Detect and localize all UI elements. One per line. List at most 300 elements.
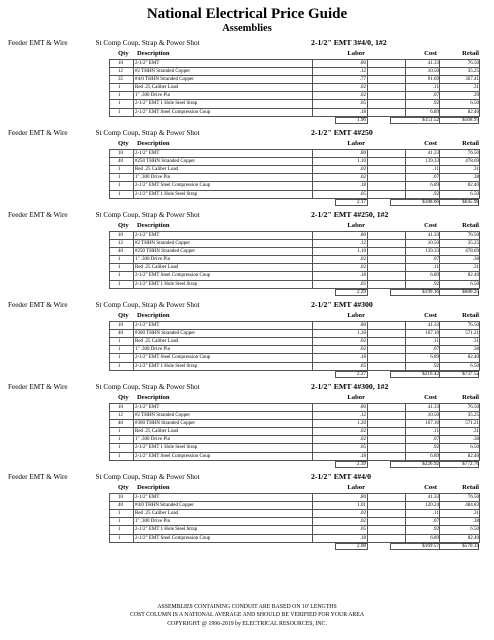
- grid-line: [109, 403, 110, 461]
- cell-cost: 41.33: [427, 151, 439, 157]
- cell-labor: .18: [359, 273, 366, 279]
- assembly-table: [109, 393, 479, 468]
- table-row: [109, 174, 479, 182]
- col-retail-header: Retail: [462, 50, 479, 57]
- cell-labor: .02: [359, 175, 366, 181]
- cell-cost: .07: [432, 257, 439, 263]
- cell-desc: Red .25 Caliber Load: [135, 265, 179, 271]
- cell-labor: .05: [359, 445, 366, 451]
- cell-labor: .18: [359, 453, 366, 459]
- cell-qty: 1: [118, 281, 121, 287]
- cell-qty: 1: [118, 339, 121, 345]
- cell-labor: .05: [359, 101, 366, 107]
- cell-qty: 1: [118, 429, 121, 435]
- cell-qty: 1: [118, 273, 121, 279]
- grid-line: [405, 59, 406, 117]
- cell-retail: .38: [472, 175, 479, 181]
- cell-cost: 41.33: [427, 323, 439, 329]
- col-retail-header: Retail: [462, 484, 479, 492]
- cell-labor: .02: [359, 93, 366, 99]
- assembly-block: [0, 471, 494, 550]
- cell-retail: 76.50: [467, 61, 479, 66]
- assembly-title: 2-1/2" EMT 4#250: [311, 128, 373, 138]
- cell-cost: 6.89: [430, 535, 439, 541]
- cell-cost: .92: [432, 281, 439, 287]
- col-retail-header: Retail: [462, 394, 479, 401]
- cell-desc: #2 THHN Stranded Copper: [135, 413, 191, 419]
- col-cost-header: Cost: [424, 140, 437, 148]
- cell-cost: 41.33: [427, 405, 439, 410]
- cell-labor: .80: [359, 323, 366, 329]
- col-retail-header: Retail: [462, 140, 479, 148]
- cell-labor: .05: [359, 191, 366, 197]
- totals-row: [109, 117, 479, 124]
- assembly-header: [0, 381, 494, 393]
- cell-desc: #4/0 THHN Stranded Copper: [135, 503, 194, 509]
- col-retail-header: Retail: [462, 222, 479, 229]
- total-cost: $216.42: [422, 370, 439, 377]
- table-row: [109, 330, 479, 338]
- cell-retail: .38: [472, 257, 479, 263]
- cell-desc: 1" .300 Drive Pin: [135, 257, 171, 263]
- table-body: [109, 493, 479, 543]
- cell-cost: .11: [432, 339, 439, 345]
- cell-labor: .05: [359, 527, 366, 533]
- col-labor-header: Labor: [347, 50, 365, 57]
- cell-retail: .38: [472, 347, 479, 353]
- col-retail-header: Retail: [462, 312, 479, 320]
- cell-cost: 41.33: [427, 61, 439, 66]
- cell-cost: .11: [432, 85, 439, 91]
- cell-labor: .02: [359, 339, 366, 345]
- cell-qty: 12: [118, 413, 123, 419]
- cell-retail: .31: [472, 265, 479, 271]
- cell-labor: .77: [359, 77, 366, 83]
- total-labor: 1.96: [356, 116, 366, 123]
- total-cost: $188.66: [422, 198, 439, 205]
- cell-cost: .92: [432, 191, 439, 197]
- grid-line: [109, 59, 110, 117]
- total-cost: $226.92: [422, 460, 439, 467]
- assembly-block: [0, 299, 494, 378]
- assembly-description: Feeder EMT & Wire St Comp Coup, Strap & Power Shot: [8, 39, 200, 47]
- cell-retail: 478.69: [465, 159, 479, 165]
- cell-cost: .07: [432, 175, 439, 181]
- cell-labor: .18: [359, 183, 366, 189]
- cell-desc: Red .25 Caliber Load: [135, 429, 179, 435]
- table-row: [109, 68, 479, 76]
- footer-line-1: ASSEMBLIES CONTAINING CONDUIT ARE BASED ON 10' LENGTHS: [157, 604, 337, 610]
- table-row: [109, 502, 479, 510]
- grid-line: [312, 231, 313, 289]
- grid-line: [109, 231, 110, 289]
- table-row: [109, 412, 479, 420]
- cell-labor: .12: [359, 241, 366, 247]
- cell-retail: 6.50: [470, 445, 479, 451]
- total-cost: $151.52: [422, 116, 439, 123]
- assembly-description: Feeder EMT & Wire St Comp Coup, Strap & Power Shot: [8, 383, 200, 391]
- cell-retail: 82.40: [467, 355, 479, 361]
- col-description-header: Description: [137, 140, 170, 148]
- table-body: [109, 403, 479, 461]
- table-row: [109, 354, 479, 362]
- cell-labor: 1.20: [357, 421, 366, 427]
- cell-qty: 1: [118, 101, 121, 107]
- table-row: [109, 526, 479, 534]
- table-row: [109, 231, 479, 240]
- cell-desc: 2-1/2" EMT Steel Compression Coup: [135, 453, 211, 459]
- cell-retail: 35.25: [467, 241, 479, 247]
- cell-cost: 6.89: [430, 183, 439, 189]
- total-retail: $737.52: [462, 370, 479, 377]
- col-cost-header: Cost: [424, 50, 437, 57]
- grid-line: [479, 59, 480, 117]
- cell-labor: .02: [359, 257, 366, 263]
- cell-desc: 1" .300 Drive Pin: [135, 175, 171, 181]
- grid-line: [405, 149, 406, 199]
- totals-row: [109, 461, 479, 468]
- cell-cost: 167.10: [425, 421, 439, 427]
- table-row: [109, 109, 479, 117]
- cell-qty: 1: [118, 257, 121, 263]
- cell-qty: 1: [118, 511, 121, 517]
- cell-qty: 1: [118, 85, 121, 91]
- cell-retail: .31: [472, 429, 479, 435]
- cell-retail: 6.50: [470, 191, 479, 197]
- table-header-row: [109, 393, 479, 403]
- grid-line: [405, 493, 406, 543]
- cell-qty: 40: [118, 159, 123, 165]
- table-row: [109, 338, 479, 346]
- cell-desc: 2-1/2" EMT: [135, 495, 160, 501]
- grid-line: [439, 403, 440, 461]
- cell-labor: 1.20: [357, 331, 366, 337]
- table-row: [109, 248, 479, 256]
- grid-line: [109, 493, 110, 543]
- total-retail: $680.25: [462, 288, 479, 295]
- cell-retail: 35.25: [467, 413, 479, 419]
- total-retail: $568.97: [462, 116, 479, 123]
- col-labor-header: Labor: [347, 394, 365, 401]
- table-header-row: [109, 311, 479, 321]
- table-row: [109, 84, 479, 92]
- col-labor-header: Labor: [347, 140, 365, 148]
- cell-cost: .07: [432, 347, 439, 353]
- cell-labor: .02: [359, 265, 366, 271]
- totals-row: [109, 199, 479, 206]
- totals-row: [109, 543, 479, 550]
- cell-retail: .31: [472, 511, 479, 517]
- cell-retail: .31: [472, 167, 479, 173]
- cell-retail: 82.40: [467, 273, 479, 279]
- table-row: [109, 272, 479, 280]
- table-header-row: [109, 49, 479, 59]
- cell-labor: 1.10: [357, 159, 366, 165]
- table-row: [109, 182, 479, 190]
- grid-line: [133, 403, 134, 461]
- table-row: [109, 264, 479, 272]
- cell-cost: .92: [432, 101, 439, 107]
- cell-labor: .18: [359, 109, 366, 115]
- cell-labor: .02: [359, 167, 366, 173]
- table-row: [109, 493, 479, 502]
- col-labor-header: Labor: [347, 222, 365, 229]
- cell-qty: 1: [118, 355, 121, 361]
- cell-qty: 1: [118, 437, 121, 443]
- cell-desc: 1" .300 Drive Pin: [135, 437, 171, 443]
- cell-retail: 82.40: [467, 453, 479, 459]
- table-row: [109, 76, 479, 84]
- table-row: [109, 166, 479, 174]
- table-body: [109, 231, 479, 289]
- grid-line: [312, 493, 313, 543]
- cell-cost: 139.33: [425, 159, 439, 165]
- cell-cost: 10.50: [427, 241, 439, 247]
- cell-cost: 167.10: [425, 331, 439, 337]
- grid-line: [405, 231, 406, 289]
- col-labor-header: Labor: [347, 484, 365, 492]
- cell-cost: 41.33: [427, 233, 439, 238]
- cell-labor: .18: [359, 535, 366, 541]
- grid-line: [439, 59, 440, 117]
- col-description-header: Description: [137, 394, 170, 401]
- table-header-row: [109, 221, 479, 231]
- assembly-title: 2-1/2" EMT 4#250, 1#2: [311, 210, 389, 219]
- total-retail: $772.76: [462, 460, 479, 467]
- grid-line: [312, 321, 313, 371]
- cell-labor: .80: [359, 233, 366, 238]
- table-row: [109, 428, 479, 436]
- table-row: [109, 444, 479, 452]
- assembly-title: 2-1/2" EMT 3#4/0, 1#2: [311, 38, 387, 47]
- cell-labor: .80: [359, 495, 366, 501]
- assembly-header: [0, 127, 494, 139]
- cell-retail: .31: [472, 85, 479, 91]
- cell-cost: .07: [432, 93, 439, 99]
- cell-retail: 76.50: [467, 151, 479, 157]
- cell-retail: 478.69: [465, 249, 479, 255]
- cell-retail: .38: [472, 519, 479, 525]
- grid-line: [133, 493, 134, 543]
- cell-retail: .39: [472, 93, 479, 99]
- table-row: [109, 149, 479, 158]
- cell-cost: 6.89: [430, 453, 439, 459]
- cell-desc: 1" .300 Drive Pin: [135, 93, 171, 99]
- cell-retail: 6.50: [470, 527, 479, 533]
- cell-labor: .02: [359, 519, 366, 525]
- cell-qty: 1: [118, 527, 121, 533]
- cell-retail: 35.25: [467, 69, 479, 75]
- table-row: [109, 100, 479, 108]
- cell-desc: Red .25 Caliber Load: [135, 85, 179, 91]
- table-row: [109, 191, 479, 199]
- table-row: [109, 518, 479, 526]
- cell-desc: 2-1/2" EMT: [135, 233, 160, 238]
- cell-qty: 1: [118, 175, 121, 181]
- grid-line: [439, 231, 440, 289]
- table-row: [109, 453, 479, 461]
- table-row: [109, 256, 479, 264]
- assembly-description: Feeder EMT & Wire St Comp Coup, Strap & Power Shot: [8, 473, 200, 482]
- grid-line: [439, 321, 440, 371]
- col-qty-header: Qty: [118, 484, 129, 492]
- cell-cost: .07: [432, 519, 439, 525]
- cell-cost: 6.89: [430, 273, 439, 279]
- table-row: [109, 363, 479, 371]
- total-labor: 2.29: [356, 288, 366, 295]
- assembly-description: Feeder EMT & Wire St Comp Coup, Strap & Power Shot: [8, 211, 200, 219]
- cell-desc: 2-1/2" EMT 1 Hole Steel Strap: [135, 363, 198, 369]
- grid-line: [367, 231, 368, 289]
- cell-retail: 6.50: [470, 101, 479, 107]
- cell-desc: 2-1/2" EMT: [135, 61, 160, 66]
- cell-qty: 1: [118, 167, 121, 173]
- grid-line: [312, 149, 313, 199]
- table-body: [109, 321, 479, 371]
- grid-line: [367, 403, 368, 461]
- table-row: [109, 510, 479, 518]
- cell-qty: 10: [118, 495, 123, 501]
- cell-cost: .92: [432, 527, 439, 533]
- cell-cost: 6.89: [430, 355, 439, 361]
- cell-labor: .05: [359, 363, 366, 369]
- cell-cost: .07: [432, 437, 439, 443]
- col-labor-header: Labor: [347, 312, 365, 320]
- cell-qty: 1: [118, 183, 121, 189]
- table-row: [109, 321, 479, 330]
- cell-desc: #4/0 THHN Stranded Copper: [135, 77, 194, 83]
- grid-line: [312, 59, 313, 117]
- cell-desc: #2 THHN Stranded Copper: [135, 241, 191, 247]
- totals-row: [109, 289, 479, 296]
- assembly-title: 2-1/2" EMT 4#300, 1#2: [311, 382, 389, 391]
- cell-desc: 2-1/2" EMT 1 Hole Steel Strap: [135, 101, 198, 107]
- cell-labor: .80: [359, 405, 366, 410]
- total-cost: $199.16: [422, 288, 439, 295]
- col-cost-header: Cost: [424, 222, 437, 229]
- col-qty-header: Qty: [118, 140, 129, 148]
- cell-labor: 1.10: [357, 249, 366, 255]
- assembly-description: Feeder EMT & Wire St Comp Coup, Strap & Power Shot: [8, 301, 200, 310]
- cell-qty: 10: [118, 151, 123, 157]
- table-row: [109, 535, 479, 543]
- cell-cost: 10.50: [427, 413, 439, 419]
- cell-cost: .11: [432, 167, 439, 173]
- table-row: [109, 420, 479, 428]
- cell-retail: 76.50: [467, 323, 479, 329]
- cell-qty: 1: [118, 93, 121, 99]
- col-description-header: Description: [137, 312, 170, 320]
- cell-labor: .02: [359, 347, 366, 353]
- assembly-title: 2-1/2" EMT 4#300: [311, 300, 373, 310]
- cell-qty: 40: [118, 249, 123, 255]
- cell-retail: 6.50: [470, 363, 479, 369]
- cell-desc: Red .25 Caliber Load: [135, 339, 179, 345]
- cell-desc: #300 THHN Stranded Copper: [135, 331, 196, 337]
- cell-qty: 10: [118, 405, 123, 410]
- assembly-table: [109, 483, 479, 550]
- cell-cost: .11: [432, 265, 439, 271]
- cell-labor: .12: [359, 413, 366, 419]
- assembly-table: [109, 139, 479, 206]
- col-cost-header: Cost: [424, 312, 437, 320]
- footer-line-3: COPYRIGHT @ 1996-2019 by ELECTRICAL RESOURCES, INC.: [167, 620, 327, 627]
- cell-cost: 91.69: [427, 77, 439, 83]
- grid-line: [479, 321, 480, 371]
- assembly-header: [0, 299, 494, 311]
- cell-qty: 1: [118, 535, 121, 541]
- cell-desc: 2-1/2" EMT: [135, 405, 160, 410]
- page-subtitle: Assemblies: [222, 23, 272, 34]
- cell-qty: 1: [118, 347, 121, 353]
- cell-cost: 6.89: [430, 109, 439, 115]
- cell-desc: 2-1/2" EMT: [135, 323, 160, 329]
- total-labor: 2.39: [356, 460, 366, 467]
- cell-labor: .02: [359, 437, 366, 443]
- col-qty-header: Qty: [118, 312, 129, 320]
- cell-retail: 571.21: [465, 421, 479, 427]
- grid-line: [133, 321, 134, 371]
- cell-qty: 1: [118, 109, 121, 115]
- cell-retail: 76.50: [467, 405, 479, 410]
- cell-cost: .11: [432, 429, 439, 435]
- cell-cost: 139.33: [425, 249, 439, 255]
- cell-qty: 1: [118, 363, 121, 369]
- cell-qty: 1: [118, 191, 121, 197]
- assembly-title: 2-1/2" EMT 4#4/0: [311, 472, 372, 482]
- cell-desc: #300 THHN Stranded Copper: [135, 421, 196, 427]
- cell-retail: 76.50: [467, 495, 479, 501]
- cell-qty: 10: [118, 61, 123, 66]
- total-labor: 2.17: [356, 198, 366, 205]
- grid-line: [133, 149, 134, 199]
- assembly-header: [0, 471, 494, 483]
- col-description-header: Description: [137, 50, 170, 57]
- cell-desc: 2-1/2" EMT Steel Compression Coup: [135, 183, 211, 189]
- grid-line: [479, 403, 480, 461]
- assembly-header: [0, 37, 494, 49]
- cell-labor: 1.01: [357, 503, 366, 509]
- grid-line: [479, 493, 480, 543]
- total-cost: $169.57: [422, 542, 439, 549]
- cell-qty: 12: [118, 241, 123, 247]
- cell-qty: 12: [118, 69, 123, 75]
- assembly-block: [0, 37, 494, 124]
- cell-retail: 6.50: [470, 281, 479, 287]
- total-retail: $645.98: [462, 198, 479, 205]
- assembly-description: Feeder EMT & Wire St Comp Coup, Strap & Power Shot: [8, 129, 200, 138]
- cell-qty: 1: [118, 445, 121, 451]
- cell-qty: 35: [118, 77, 123, 83]
- cell-desc: 1" .300 Drive Pin: [135, 347, 171, 353]
- cell-desc: 2-1/2" EMT 1 Hole Steel Strap: [135, 191, 198, 197]
- assembly-table: [109, 221, 479, 296]
- cell-desc: 2-1/2" EMT 1 Hole Steel Strap: [135, 445, 198, 451]
- cell-desc: 2-1/2" EMT Steel Compression Coup: [135, 273, 211, 279]
- cell-desc: #250 THHN Stranded Copper: [135, 159, 196, 165]
- cell-labor: .05: [359, 281, 366, 287]
- cell-desc: 1" .300 Drive Pin: [135, 519, 171, 525]
- cell-retail: 76.50: [467, 233, 479, 238]
- cell-retail: 484.83: [465, 503, 479, 509]
- page-title: National Electrical Price Guide: [146, 6, 348, 22]
- assembly-block: [0, 209, 494, 296]
- cell-qty: 1: [118, 519, 121, 525]
- cell-desc: 2-1/2" EMT 1 Hole Steel Strap: [135, 281, 198, 287]
- cell-cost: 120.24: [425, 503, 439, 509]
- total-retail: $570.34: [462, 542, 479, 549]
- cell-retail: .38: [472, 437, 479, 443]
